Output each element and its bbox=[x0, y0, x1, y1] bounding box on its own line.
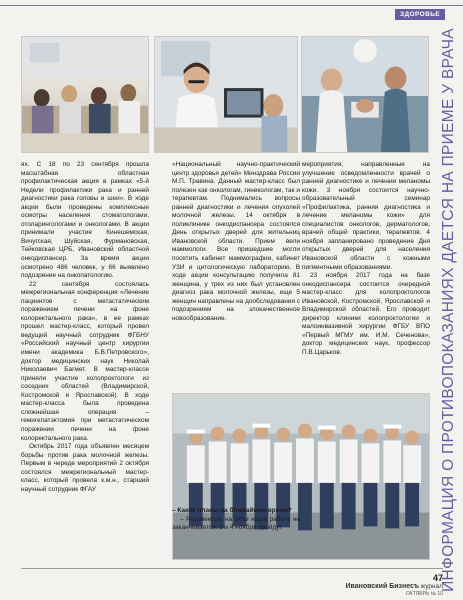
magazine-title: Ивановский Бизнесъ bbox=[345, 583, 419, 590]
text-column-3 bbox=[302, 161, 430, 358]
page-footer bbox=[0, 566, 463, 600]
top-bar bbox=[0, 0, 463, 24]
interview-question: – Какие планы на ближайшее время? bbox=[172, 507, 292, 514]
section-tag: ЗДОРОВЬЕ bbox=[395, 9, 445, 20]
top-rule bbox=[0, 5, 463, 6]
paragraph: 22 сентября состоялась межрегиональная конференция «Лечение пациентов с метастатическим поражением печени на фоне колоректального рака», в ее рамках прошел мастер-класс, который провел ведущий научный сотрудник ФГБНУ «Российский научный центр хирургии имени академика Б.В.Петровского», доктор медицинских наук Николай Николаевич Багмет. В мастер-классе приняли участие колопроктологи из соседних областей (Владимирской, Костромской и Ярославской). В ходе мастер-класса была проведена сложнейшая операция – гемигепатэктомия при метастатическом поражении печени на фоне колоректального рака. bbox=[21, 280, 149, 442]
magazine-name bbox=[346, 583, 444, 590]
photo-dental-examination bbox=[301, 36, 429, 153]
magazine-subtitle: журнал bbox=[420, 583, 443, 590]
paragraph: ях. С 18 по 23 сентября прошла масштабная областная профилактическая акция в рамках «5-й Недели профилактики рака и ранней диагностики рака головы и шеи». В ходе акции были проведены комплексные осмотры населения стоматологами, отоларингологами и онкологами. В акции принимали участие Кинешемская, Вичугская, Шуйская, Фурмановская, Тейковская ЦРБ, Ивановский областной онкодиспансер. За время акции осмотрено 486 человек, у 66 выявлено подозрение на онкопатологию. bbox=[21, 161, 149, 280]
page-number: 47 bbox=[432, 573, 443, 583]
paragraph: «Национальный научно-практический центр здоровья детей» Минздрава России М.П. Травина. Данный мастер-класс был полезен как онкологам, гинекологам, так и терапевтам. Поднимались вопросы ранней диагностики и лечения опухолей молочной железы. 14 октября в поликлинике онкодиспансера состоялся День открытых дверей для жительниц Ивановской области. Прием вели маммологи. Все пришедшие могли посетить кабинет маммографии, кабинет УЗИ и цитологическую лабораторию. В ходе акции консультацию получила 81 женщина, у трех из них был установлен диагноз рака молочной железы, еще 5 женщин направлены на дообследования с подозрением на злокачественное новообразование. bbox=[172, 161, 300, 322]
photo-doctor-at-computer bbox=[154, 36, 298, 153]
interview-answer: – Разумеется, на этом наша работа не заканчивается. 3 и 4 ноября пройдут bbox=[172, 515, 300, 532]
vertical-disclaimer-text: ИНФОРМАЦИЯ О ПРОТИВОПОКАЗАНИЯХ ДАЕТСЯ НА ПРИЕМЕ У ВРАЧА bbox=[440, 28, 457, 592]
vertical-disclaimer bbox=[438, 30, 460, 590]
paragraph: Октябрь 2017 года объявлен месяцем борьбы против рака молочной железы. Первым в череде мероприятий 2 октября состоялся межрегиональный мастер-класс, который провела к.м.н., старший научный сотрудник ФГАУ bbox=[21, 443, 149, 493]
text-column-2 bbox=[172, 161, 300, 323]
issue-label: ОКТЯБРЬ № 10 bbox=[406, 591, 443, 597]
paragraph: мероприятия, направленные на улучшение осведомленности врачей о ранней диагностике и лечении меланомы кожи. 3 ноября состоится научно-образовательный семинар «Профилактика, ранняя диагностика и лечение меланомы кожи» для специалистов онкологов, дерматологов, врачей общей практики, терапевтов. 4 ноября запланировано проведение Дня открытых дверей для населения Ивановской области с кожными пигментными образованиями. bbox=[302, 161, 430, 271]
paragraph: 23 ноября 2017 года на базе онкодиспансера состоится очередной мастер-класс для колопроктологов Ивановской, Костромской, Ярославской и Владимирской областей. Его проводит директор клиники колопроктологии и малоинвазивной хирургии ФГБУ ВПО «Первый МГМУ им. И.М. Сеченова», доктор медицинских наук, профессор П.В.Царьков. bbox=[302, 272, 430, 357]
photo-group-volunteers bbox=[172, 393, 430, 560]
interview-question-block bbox=[172, 507, 300, 533]
photo-seminar-audience bbox=[21, 36, 149, 153]
footer-rule bbox=[21, 568, 443, 569]
text-column-1 bbox=[21, 161, 149, 494]
